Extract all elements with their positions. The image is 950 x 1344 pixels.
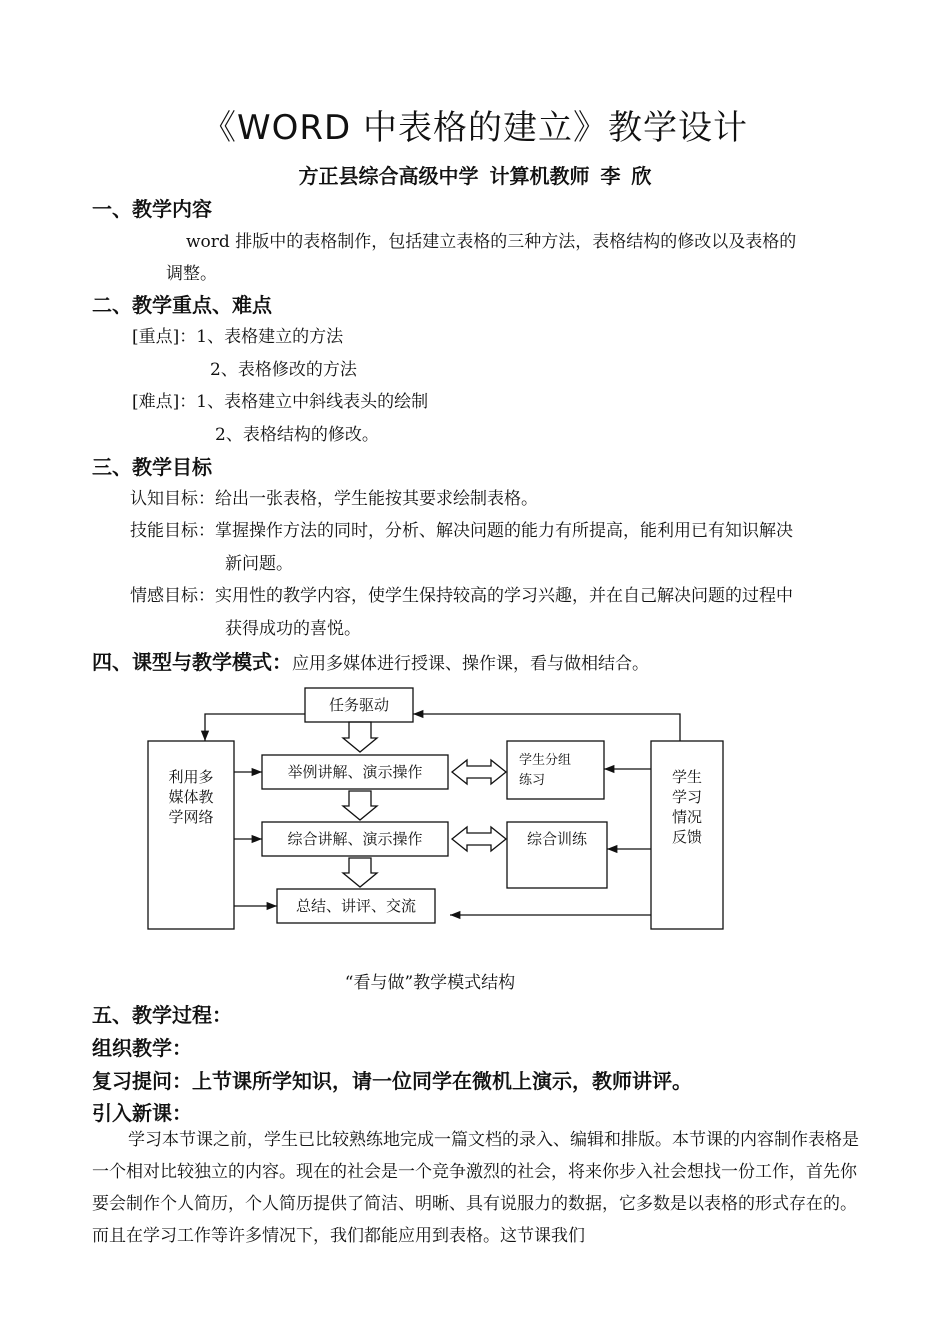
review-heading: 复习提问：上节课所学知识，请一位同学在微机上演示，教师讲评。 bbox=[92, 1069, 692, 1093]
difficulty-1: [难点]：1、表格建立中斜线表头的绘制 bbox=[132, 392, 429, 412]
arrow-task-to-left bbox=[205, 714, 305, 741]
down-arrow-1 bbox=[343, 722, 377, 752]
arrow-right-to-task bbox=[413, 714, 680, 741]
step3-label: 总结、讲评、交流 bbox=[295, 897, 417, 915]
train-label: 综合训练 bbox=[526, 830, 588, 848]
step1-label: 举例讲解、演示操作 bbox=[287, 763, 423, 781]
step2-label: 综合讲解、演示操作 bbox=[287, 830, 423, 848]
section-heading-content: 一、教学内容 bbox=[92, 197, 212, 221]
goal-emotion-line-1: 情感目标：实用性的教学内容，使学生保持较高的学习兴趣，并在自己解决问题的过程中 bbox=[130, 586, 793, 606]
group-box bbox=[507, 741, 604, 799]
mode-text: 应用多媒体进行授课、操作课，看与做相结合。 bbox=[292, 654, 649, 674]
key-point-2: 2、表格修改的方法 bbox=[210, 360, 357, 380]
left-label-3: 学网络 bbox=[168, 808, 214, 826]
intro-paragraph: 学习本节课之前，学生已比较熟练地完成一篇文档的录入、编辑和排版。本节课的内容制作表格是一个相对比较独立的内容。现在的社会是一个竞争激烈的社会，将来你步入社会想找一份工作，首先你要会制作个人简历，个人简历提供了简洁、明晰、具有说服力的数据，它多数是以表格的形式存在的。而且在学习工作等许多情况下，我们都能应用到表格。这节课我们 bbox=[92, 1130, 859, 1246]
left-label-1: 利用多 bbox=[168, 768, 214, 786]
intro-heading: 引入新课： bbox=[92, 1101, 192, 1125]
page-title: 《WORD 中表格的建立》教学设计 bbox=[202, 108, 748, 148]
section-heading-key-points: 二、教学重点、难点 bbox=[92, 293, 272, 317]
content-line-2: 调整。 bbox=[166, 264, 217, 284]
diagram-caption: “看与做”教学模式结构 bbox=[344, 973, 516, 993]
organize-heading: 组织教学： bbox=[92, 1036, 192, 1060]
goal-cognitive: 认知目标：给出一张表格，学生能按其要求绘制表格。 bbox=[130, 489, 538, 509]
task-label: 任务驱动 bbox=[328, 696, 390, 714]
difficulty-2: 2、表格结构的修改。 bbox=[215, 425, 379, 445]
group-label-1: 学生分组 bbox=[519, 753, 572, 768]
goal-skill-line-2: 新问题。 bbox=[225, 554, 293, 574]
left-label-2: 媒体教 bbox=[168, 788, 214, 806]
author-line: 方正县综合高级中学 计算机教师 李 欣 bbox=[298, 164, 652, 188]
content-line-1: word 排版中的表格制作，包括建立表格的三种方法，表格结构的修改以及表格的 bbox=[186, 232, 797, 252]
right-label-4: 反馈 bbox=[671, 828, 703, 846]
key-point-1: [重点]：1、表格建立的方法 bbox=[132, 327, 344, 347]
right-label-2: 学习 bbox=[671, 788, 703, 806]
goal-emotion-line-2: 获得成功的喜悦。 bbox=[225, 619, 361, 639]
goal-skill-line-1: 技能目标：掌握操作方法的同时，分析、解决问题的能力有所提高，能利用已有知识解决 bbox=[130, 521, 793, 541]
right-label-3: 情况 bbox=[671, 808, 703, 826]
down-arrow-2 bbox=[343, 791, 377, 820]
down-arrow-3 bbox=[343, 858, 377, 887]
double-arrow-2 bbox=[452, 827, 506, 851]
group-label-2: 练习 bbox=[519, 773, 546, 788]
double-arrow-1 bbox=[452, 760, 506, 784]
section-heading-mode: 四、课型与教学模式： bbox=[92, 650, 292, 674]
right-label-1: 学生 bbox=[671, 768, 703, 786]
section-heading-process: 五、教学过程： bbox=[92, 1003, 232, 1027]
section-heading-goals: 三、教学目标 bbox=[92, 455, 212, 479]
